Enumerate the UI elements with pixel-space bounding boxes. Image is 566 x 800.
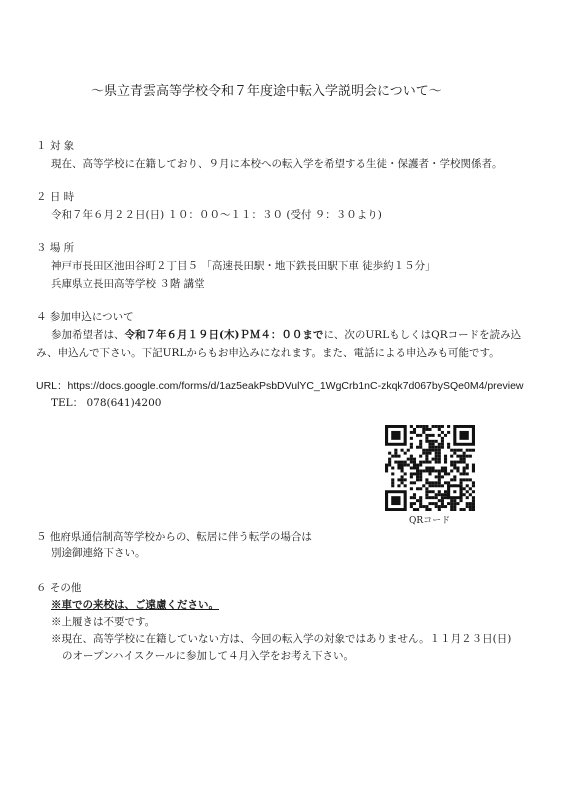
eligibility-note-2: のオープンハイスクールに参加して４月入学をお考え下さい。 [62,650,355,662]
url-line[interactable]: URL：https://docs.google.com/forms/d/1az5eakPsbDVulYC_1WgCrb1nC-zkqk7d067bySQe0M4/preview [36,380,524,392]
section-6-heading: ６ その他 [36,582,82,594]
section-4-heading: ４ 参加申込について [36,311,134,323]
section-4-text-2: み、申込んで下さい。下記URLからもお申込みになれます。また、電話による申込みも可能です。 [36,347,500,359]
section-4-text-1-post: に、次のURLもしくはQRコードを読み込 [323,329,522,341]
section-1-text: 現在、高等学校に在籍しており、９月に本校への転入学を希望する生徒・保護者・学校関係者。 [51,158,503,170]
section-4-text-1 [51,328,521,342]
section-4-text-1-pre: 参加希望者は、 [51,329,125,341]
section-2-heading: ２ 日 時 [36,191,75,203]
page-title: ～県立青雲高等学校令和７年度途中転入学説明会について～ [91,84,442,99]
no-car-notice: ※車での来校は、ご遠慮ください。 [51,599,219,611]
section-5-heading: ５ 他府県通信制高等学校からの、転居に伴う転学の場合は [36,531,312,543]
section-3-text-2: 兵庫県立長田高等学校 ３階 講堂 [51,278,205,290]
section-5-text: 別途御連絡下さい。 [51,547,146,559]
section-1-heading: １ 対 象 [36,140,75,152]
tel-line: TEL： 078(641)4200 [51,397,162,409]
qr-caption: QRコード [409,516,451,526]
deadline-text: 令和７年６月１９日(木)ＰＭ４：００まで [124,329,324,341]
section-3-text-1: 神戸市長田区池田谷町２丁目５ 「高速長田駅・地下鉄長田駅下車 徒歩約１５分」 [51,260,436,272]
section-3-heading: ３ 場 所 [36,242,75,254]
eligibility-note-1: ※現在、高等学校に在籍していない方は、今回の転入学の対象ではありません。１１月２３日(日) [51,633,512,645]
qr-code-image [385,425,475,511]
indoor-shoes-note: ※上履きは不要です。 [51,616,156,628]
section-2-text: 令和７年６月２２日(日) １０：００～１１：３０ (受付 ９：３０より) [51,209,382,221]
